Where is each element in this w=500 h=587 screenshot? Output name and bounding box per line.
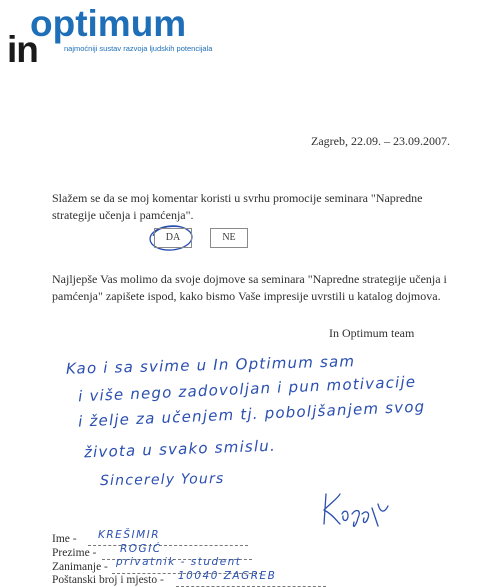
surname-label: Prezime - — [52, 547, 97, 559]
handwritten-line: i više nego zadovoljan i pun motivacije — [77, 372, 417, 406]
surname-value: ROGIĆ — [120, 543, 162, 555]
occupation-value: privatnik - student — [116, 556, 242, 568]
name-line — [88, 545, 248, 546]
date-line: Zagreb, 22.09. – 23.09.2007. — [311, 134, 450, 148]
handwritten-line: i želje za učenjem tj. poboljšanjem svog — [77, 397, 426, 431]
logo-name: optimum — [30, 3, 187, 44]
occupation-label: Zanimanje - — [52, 561, 108, 573]
handwritten-closing: Sincerely Yours — [99, 470, 225, 490]
postal-value: 10040 ZAGREB — [178, 570, 277, 582]
team-signoff: In Optimum team — [329, 326, 415, 340]
handwritten-signature — [318, 484, 398, 534]
consent-no-box[interactable]: NE — [210, 228, 248, 248]
name-value: KREŠIMIR — [98, 529, 161, 541]
postal-label: Poštanski broj i mjesto - — [52, 574, 164, 586]
logo-tagline: najmoćniji sustav razvoja ljudskih potencijala — [64, 44, 213, 53]
name-label: Ime - — [52, 533, 77, 545]
consent-yes-box[interactable]: DA — [154, 228, 192, 248]
handwritten-line: života u svako smislu. — [83, 436, 277, 462]
logo-prefix: in — [7, 29, 38, 70]
consent-text: Slažem se da se moj komentar koristi u svrhu promocije seminara "Napredne strategije učenja i pamćenja". — [52, 191, 423, 222]
feedback-request-text: Najljepše Vas molimo da svoje dojmove sa seminara "Napredne strategije učenja i pamćenja" zapišete ispod, kako bismo Vaše impresije uvrstili u katalog dojmova. — [52, 272, 447, 303]
handwritten-line: Kao i sa svime u In Optimum sam — [65, 352, 356, 378]
